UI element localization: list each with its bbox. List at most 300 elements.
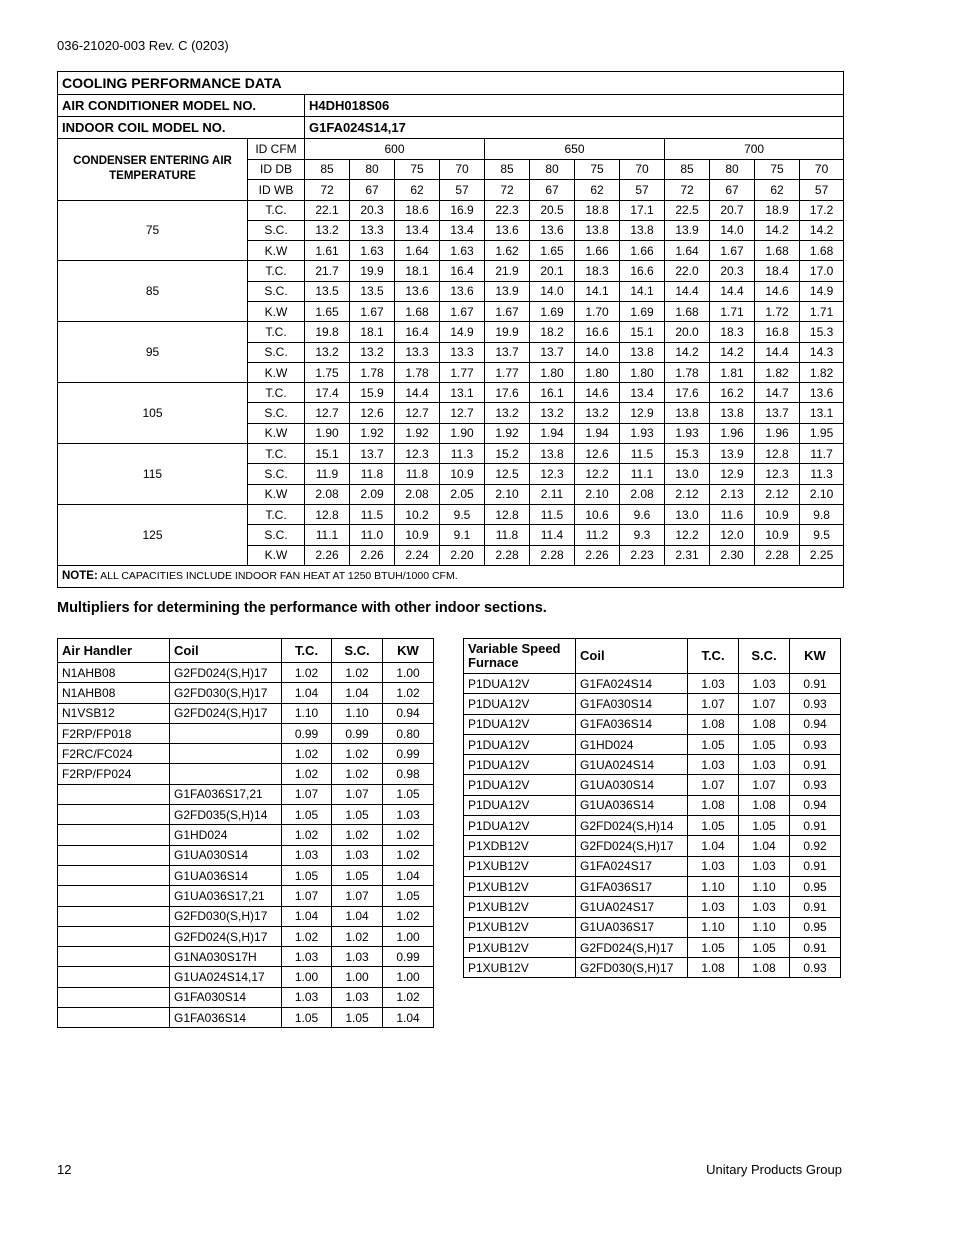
variable-speed-cell: 1.07 — [739, 775, 790, 795]
variable-speed-furnace-multiplier-table — [463, 638, 841, 978]
performance-value: 15.1 — [305, 444, 350, 464]
air-handler-cell: F2RP/FP024 — [58, 764, 170, 784]
air-handler-cell — [58, 805, 170, 825]
variable-speed-cell: P1XUB12V — [464, 937, 576, 957]
db-value: 75 — [575, 159, 620, 180]
air-handler-cell: 1.03 — [383, 805, 434, 825]
variable-speed-cell: 1.05 — [739, 734, 790, 754]
variable-speed-cell: P1DUA12V — [464, 694, 576, 714]
air-handler-cell: 1.04 — [282, 906, 332, 926]
variable-speed-cell: 1.07 — [688, 775, 739, 795]
note-text: ALL CAPACITIES INCLUDE INDOOR FAN HEAT AT 1250 BTUH/1000 CFM. — [97, 570, 458, 583]
performance-value: 22.0 — [665, 261, 710, 281]
air-handler-cell: 1.00 — [332, 967, 383, 987]
performance-value: 17.2 — [800, 200, 844, 220]
performance-value: 13.6 — [530, 220, 575, 240]
table-row — [58, 683, 434, 703]
table-row — [58, 947, 434, 967]
performance-value: 1.77 — [440, 362, 485, 382]
air-handler-cell: G1FA036S14 — [170, 1008, 282, 1028]
db-value: 80 — [350, 159, 395, 180]
performance-value: 1.70 — [575, 301, 620, 321]
variable-speed-cell: G2FD030(S,H)17 — [576, 958, 688, 978]
variable-speed-cell: 1.07 — [688, 694, 739, 714]
performance-value: 13.7 — [530, 342, 575, 362]
performance-value: 11.8 — [350, 464, 395, 484]
performance-value: 14.6 — [755, 281, 800, 301]
variable-speed-cell: 1.10 — [739, 917, 790, 937]
air-handler-cell: 1.00 — [383, 926, 434, 946]
performance-value: 14.4 — [755, 342, 800, 362]
metric-label: S.C. — [248, 525, 305, 545]
table-row — [464, 755, 841, 775]
variable-speed-cell: 0.93 — [790, 958, 841, 978]
metric-label: S.C. — [248, 342, 305, 362]
air-handler-cell — [58, 987, 170, 1007]
performance-value: 18.3 — [710, 322, 755, 342]
performance-value: 15.9 — [350, 383, 395, 403]
variable-speed-cell: P1DUA12V — [464, 795, 576, 815]
performance-value: 10.9 — [755, 525, 800, 545]
variable-speed-cell: 0.93 — [790, 694, 841, 714]
air-handler-cell — [170, 723, 282, 743]
performance-value: 16.9 — [440, 200, 485, 220]
performance-value: 2.05 — [440, 484, 485, 504]
performance-value: 11.3 — [800, 464, 844, 484]
variable-speed-cell: 0.95 — [790, 876, 841, 896]
performance-value: 2.20 — [440, 545, 485, 565]
ac-model-value: H4DH018S06 — [305, 95, 844, 117]
performance-row — [58, 383, 844, 403]
air-handler-cell: 1.07 — [282, 784, 332, 804]
variable-speed-header: T.C. — [688, 639, 739, 674]
metric-label: K.W — [248, 423, 305, 443]
performance-value: 1.71 — [800, 301, 844, 321]
variable-speed-cell: 0.93 — [790, 775, 841, 795]
performance-value: 12.3 — [755, 464, 800, 484]
wb-value: 72 — [665, 180, 710, 201]
performance-value: 14.1 — [575, 281, 620, 301]
performance-value: 2.25 — [800, 545, 844, 565]
performance-value: 1.63 — [350, 241, 395, 261]
table-row — [464, 674, 841, 694]
performance-value: 12.8 — [755, 444, 800, 464]
performance-value: 2.13 — [710, 484, 755, 504]
performance-value: 13.3 — [350, 220, 395, 240]
performance-value: 9.8 — [800, 504, 844, 524]
air-handler-cell: 1.00 — [282, 967, 332, 987]
variable-speed-cell: G1FA024S17 — [576, 856, 688, 876]
performance-value: 13.2 — [350, 342, 395, 362]
performance-value: 16.6 — [575, 322, 620, 342]
performance-value: 19.9 — [485, 322, 530, 342]
variable-speed-cell: 0.92 — [790, 836, 841, 856]
performance-value: 14.9 — [440, 322, 485, 342]
performance-value: 20.5 — [530, 200, 575, 220]
performance-value: 1.93 — [665, 423, 710, 443]
table-row — [58, 845, 434, 865]
air-handler-cell: 1.02 — [332, 744, 383, 764]
performance-value: 2.28 — [485, 545, 530, 565]
variable-speed-cell: G1HD024 — [576, 734, 688, 754]
performance-value: 1.71 — [710, 301, 755, 321]
air-handler-header: KW — [383, 639, 434, 663]
performance-value: 1.90 — [440, 423, 485, 443]
performance-row — [58, 444, 844, 464]
air-handler-cell: 1.04 — [383, 1008, 434, 1028]
performance-value: 16.4 — [395, 322, 440, 342]
metric-label: S.C. — [248, 220, 305, 240]
air-handler-cell: G2FD035(S,H)14 — [170, 805, 282, 825]
performance-value: 1.80 — [575, 362, 620, 382]
coil-model-value: G1FA024S14,17 — [305, 117, 844, 139]
cfm-header-row — [58, 139, 844, 160]
table-row — [464, 876, 841, 896]
performance-value: 15.3 — [665, 444, 710, 464]
performance-value: 13.2 — [305, 220, 350, 240]
performance-value: 12.3 — [395, 444, 440, 464]
performance-row — [58, 322, 844, 342]
performance-value: 1.64 — [665, 241, 710, 261]
performance-value: 16.4 — [440, 261, 485, 281]
performance-value: 14.0 — [710, 220, 755, 240]
performance-value: 14.4 — [665, 281, 710, 301]
performance-value: 10.6 — [575, 504, 620, 524]
air-handler-cell: 1.02 — [282, 825, 332, 845]
performance-value: 13.2 — [305, 342, 350, 362]
air-handler-cell: G1UA036S14 — [170, 865, 282, 885]
performance-value: 14.3 — [800, 342, 844, 362]
air-handler-cell: F2RC/FC024 — [58, 744, 170, 764]
air-handler-cell: 0.99 — [282, 723, 332, 743]
variable-speed-cell: P1XUB12V — [464, 897, 576, 917]
table-row — [464, 917, 841, 937]
performance-value: 11.5 — [530, 504, 575, 524]
air-handler-cell: 0.98 — [383, 764, 434, 784]
air-handler-cell: 0.80 — [383, 723, 434, 743]
air-handler-cell: 1.02 — [383, 906, 434, 926]
performance-value: 20.3 — [350, 200, 395, 220]
air-handler-cell — [58, 845, 170, 865]
air-handler-cell: 1.02 — [383, 683, 434, 703]
performance-value: 1.63 — [440, 241, 485, 261]
performance-value: 2.24 — [395, 545, 440, 565]
table-row — [464, 795, 841, 815]
air-handler-cell: 1.02 — [282, 926, 332, 946]
variable-speed-cell: 1.07 — [739, 694, 790, 714]
db-value: 70 — [800, 159, 844, 180]
air-handler-cell: 1.10 — [282, 703, 332, 723]
performance-value: 12.8 — [305, 504, 350, 524]
performance-value: 12.5 — [485, 464, 530, 484]
air-handler-cell: 1.05 — [383, 784, 434, 804]
table-row — [58, 805, 434, 825]
performance-value: 14.7 — [755, 383, 800, 403]
variable-speed-cell: 0.94 — [790, 795, 841, 815]
air-handler-cell: 0.99 — [332, 723, 383, 743]
variable-speed-cell: 0.94 — [790, 714, 841, 734]
air-handler-cell — [58, 865, 170, 885]
db-value: 75 — [755, 159, 800, 180]
variable-speed-cell: P1DUA12V — [464, 714, 576, 734]
air-handler-cell: 1.07 — [282, 886, 332, 906]
performance-value: 2.10 — [485, 484, 530, 504]
performance-value: 18.1 — [350, 322, 395, 342]
variable-speed-cell: G1UA024S17 — [576, 897, 688, 917]
table-row — [464, 836, 841, 856]
air-handler-cell: 1.05 — [282, 805, 332, 825]
performance-value: 22.5 — [665, 200, 710, 220]
performance-value: 14.0 — [530, 281, 575, 301]
air-handler-cell — [170, 744, 282, 764]
performance-value: 2.26 — [575, 545, 620, 565]
condenser-temp: 105 — [58, 383, 248, 444]
air-handler-cell — [58, 947, 170, 967]
air-handler-cell: G2FD024(S,H)17 — [170, 663, 282, 683]
performance-value: 1.68 — [395, 301, 440, 321]
performance-value: 1.78 — [350, 362, 395, 382]
performance-value: 14.4 — [395, 383, 440, 403]
ac-model-label: AIR CONDITIONER MODEL NO. — [58, 95, 305, 117]
performance-value: 1.96 — [710, 423, 755, 443]
air-handler-cell: 0.94 — [383, 703, 434, 723]
air-handler-cell: 1.04 — [332, 683, 383, 703]
performance-value: 2.28 — [755, 545, 800, 565]
air-handler-cell: 1.00 — [383, 967, 434, 987]
variable-speed-cell: 1.05 — [739, 937, 790, 957]
air-handler-cell: 1.02 — [282, 663, 332, 683]
variable-speed-cell: G2FD024(S,H)17 — [576, 836, 688, 856]
performance-value: 13.2 — [530, 403, 575, 423]
variable-speed-cell: 1.08 — [739, 795, 790, 815]
air-handler-cell: 0.99 — [383, 744, 434, 764]
performance-value: 1.68 — [665, 301, 710, 321]
table-row — [58, 865, 434, 885]
note-label: NOTE: — [62, 570, 98, 583]
variable-speed-cell: P1XUB12V — [464, 876, 576, 896]
air-handler-header: T.C. — [282, 639, 332, 663]
variable-speed-cell: G1FA036S14 — [576, 714, 688, 734]
table-row — [58, 926, 434, 946]
performance-value: 1.64 — [395, 241, 440, 261]
performance-value: 12.2 — [665, 525, 710, 545]
variable-speed-cell: P1DUA12V — [464, 734, 576, 754]
page-number: 12 — [57, 1162, 72, 1177]
db-value: 80 — [710, 159, 755, 180]
metric-label: S.C. — [248, 403, 305, 423]
air-handler-cell: G1FA036S17,21 — [170, 784, 282, 804]
wb-value: 67 — [350, 180, 395, 201]
performance-value: 1.90 — [305, 423, 350, 443]
air-handler-header: Coil — [170, 639, 282, 663]
condenser-label: CONDENSER ENTERING AIR TEMPERATURE — [58, 139, 248, 201]
performance-value: 1.65 — [530, 241, 575, 261]
air-handler-cell: 1.05 — [282, 865, 332, 885]
performance-value: 13.8 — [620, 220, 665, 240]
variable-speed-cell: 1.10 — [688, 876, 739, 896]
performance-value: 1.93 — [620, 423, 665, 443]
air-handler-cell: 1.03 — [282, 947, 332, 967]
performance-value: 2.30 — [710, 545, 755, 565]
variable-speed-cell: 1.08 — [688, 958, 739, 978]
company-name: Unitary Products Group — [706, 1162, 842, 1177]
performance-value: 12.9 — [710, 464, 755, 484]
performance-value: 1.92 — [485, 423, 530, 443]
performance-value: 20.0 — [665, 322, 710, 342]
performance-value: 1.95 — [800, 423, 844, 443]
multipliers-heading: Multipliers for determining the performance with other indoor sections. — [57, 600, 547, 616]
performance-value: 13.4 — [620, 383, 665, 403]
performance-value: 9.5 — [800, 525, 844, 545]
air-handler-cell: 1.02 — [332, 926, 383, 946]
performance-value: 18.2 — [530, 322, 575, 342]
performance-value: 2.09 — [350, 484, 395, 504]
performance-value: 15.2 — [485, 444, 530, 464]
performance-value: 2.28 — [530, 545, 575, 565]
performance-value: 1.94 — [530, 423, 575, 443]
variable-speed-cell: P1DUA12V — [464, 755, 576, 775]
air-handler-cell — [58, 1008, 170, 1028]
performance-value: 16.8 — [755, 322, 800, 342]
table-row — [58, 764, 434, 784]
performance-value: 11.1 — [620, 464, 665, 484]
table-row — [58, 744, 434, 764]
air-handler-cell: G1UA030S14 — [170, 845, 282, 865]
performance-value: 13.0 — [665, 504, 710, 524]
performance-value: 1.67 — [710, 241, 755, 261]
performance-value: 13.3 — [395, 342, 440, 362]
performance-value: 18.4 — [755, 261, 800, 281]
air-handler-cell: N1VSB12 — [58, 703, 170, 723]
performance-value: 1.78 — [665, 362, 710, 382]
performance-row — [58, 504, 844, 524]
variable-speed-cell: 1.05 — [739, 816, 790, 836]
metric-label: K.W — [248, 362, 305, 382]
table-row — [464, 734, 841, 754]
variable-speed-cell: 1.03 — [739, 755, 790, 775]
variable-speed-cell: G2FD024(S,H)17 — [576, 937, 688, 957]
variable-speed-cell: 0.91 — [790, 674, 841, 694]
performance-value: 10.9 — [440, 464, 485, 484]
db-label: ID DB — [248, 159, 305, 180]
variable-speed-cell: G1UA030S14 — [576, 775, 688, 795]
variable-speed-cell: P1XDB12V — [464, 836, 576, 856]
variable-speed-cell: G2FD024(S,H)14 — [576, 816, 688, 836]
performance-value: 1.82 — [800, 362, 844, 382]
performance-value: 1.72 — [755, 301, 800, 321]
performance-value: 10.2 — [395, 504, 440, 524]
variable-speed-header: KW — [790, 639, 841, 674]
air-handler-cell: 1.04 — [383, 865, 434, 885]
performance-value: 2.12 — [665, 484, 710, 504]
variable-speed-cell: G1UA024S14 — [576, 755, 688, 775]
performance-value: 18.9 — [755, 200, 800, 220]
variable-speed-cell: 1.05 — [688, 937, 739, 957]
performance-value: 12.7 — [395, 403, 440, 423]
performance-value: 15.1 — [620, 322, 665, 342]
performance-value: 11.4 — [530, 525, 575, 545]
air-handler-cell: 1.10 — [332, 703, 383, 723]
performance-value: 12.7 — [440, 403, 485, 423]
performance-value: 2.08 — [620, 484, 665, 504]
variable-speed-cell: G1UA036S17 — [576, 917, 688, 937]
air-handler-cell: 1.03 — [332, 987, 383, 1007]
performance-value: 13.9 — [665, 220, 710, 240]
coil-model-label: INDOOR COIL MODEL NO. — [58, 117, 305, 139]
air-handler-cell: N1AHB08 — [58, 663, 170, 683]
performance-value: 9.1 — [440, 525, 485, 545]
metric-label: K.W — [248, 545, 305, 565]
condenser-temp: 85 — [58, 261, 248, 322]
performance-value: 22.3 — [485, 200, 530, 220]
performance-value: 14.9 — [800, 281, 844, 301]
variable-speed-cell: G1FA036S17 — [576, 876, 688, 896]
performance-value: 9.5 — [440, 504, 485, 524]
performance-value: 11.5 — [350, 504, 395, 524]
air-handler-cell — [58, 926, 170, 946]
performance-value: 13.9 — [710, 444, 755, 464]
air-handler-multiplier-table — [57, 638, 434, 1028]
air-handler-cell — [58, 784, 170, 804]
air-handler-cell — [58, 825, 170, 845]
table-row — [464, 897, 841, 917]
performance-row — [58, 200, 844, 220]
wb-value: 72 — [485, 180, 530, 201]
air-handler-cell: G2FD024(S,H)17 — [170, 703, 282, 723]
performance-value: 16.2 — [710, 383, 755, 403]
performance-value: 13.8 — [665, 403, 710, 423]
performance-value: 13.7 — [485, 342, 530, 362]
table-row — [58, 723, 434, 743]
air-handler-cell: F2RP/FP018 — [58, 723, 170, 743]
variable-speed-cell: 1.03 — [739, 856, 790, 876]
performance-value: 1.66 — [620, 241, 665, 261]
performance-value: 1.78 — [395, 362, 440, 382]
performance-value: 13.2 — [485, 403, 530, 423]
table-row — [58, 967, 434, 987]
performance-value: 20.1 — [530, 261, 575, 281]
performance-value: 12.2 — [575, 464, 620, 484]
table-row — [58, 987, 434, 1007]
air-handler-cell: 1.02 — [383, 845, 434, 865]
variable-speed-cell: 1.10 — [688, 917, 739, 937]
air-handler-header: Air Handler — [58, 639, 170, 663]
performance-value: 13.6 — [395, 281, 440, 301]
condenser-temp: 125 — [58, 504, 248, 565]
performance-value: 2.10 — [575, 484, 620, 504]
performance-value: 18.6 — [395, 200, 440, 220]
variable-speed-cell: G1FA030S14 — [576, 694, 688, 714]
variable-speed-cell: 0.91 — [790, 816, 841, 836]
performance-value: 1.68 — [755, 241, 800, 261]
air-handler-cell: 1.05 — [332, 865, 383, 885]
wb-value: 72 — [305, 180, 350, 201]
db-value: 80 — [530, 159, 575, 180]
variable-speed-cell: 0.91 — [790, 856, 841, 876]
variable-speed-cell: 1.08 — [688, 714, 739, 734]
performance-value: 13.2 — [575, 403, 620, 423]
air-handler-cell: 1.02 — [383, 825, 434, 845]
performance-value: 1.67 — [485, 301, 530, 321]
metric-label: S.C. — [248, 281, 305, 301]
performance-value: 13.7 — [755, 403, 800, 423]
performance-value: 13.5 — [305, 281, 350, 301]
performance-value: 16.6 — [620, 261, 665, 281]
performance-value: 13.0 — [665, 464, 710, 484]
air-handler-cell: G2FD024(S,H)17 — [170, 926, 282, 946]
metric-label: T.C. — [248, 444, 305, 464]
variable-speed-cell: 1.03 — [688, 755, 739, 775]
